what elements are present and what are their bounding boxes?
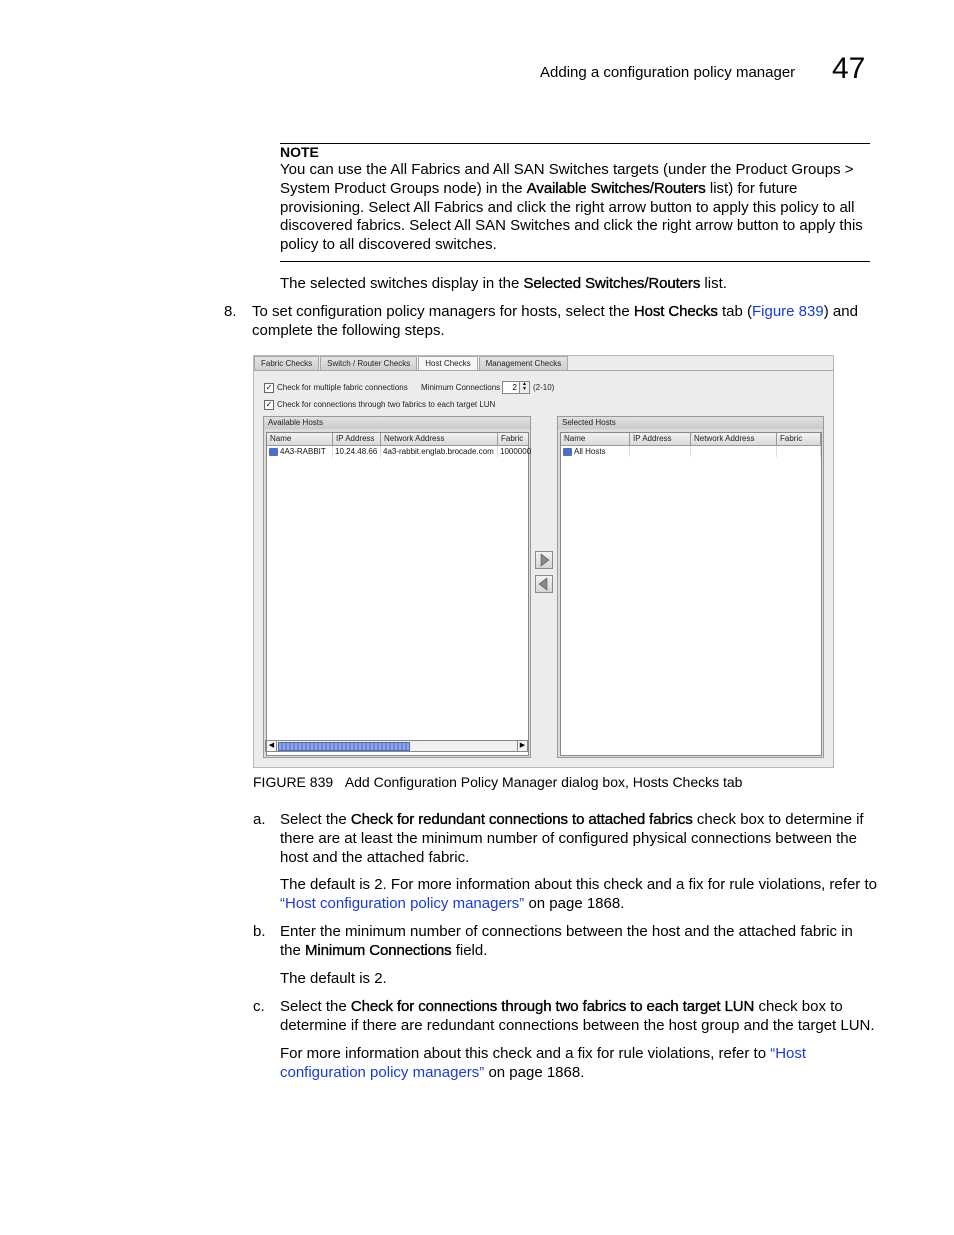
two-fabrics-label: Check for connections through two fabrics to each target LUN [277, 400, 496, 409]
min-connections-spinner[interactable] [502, 381, 530, 394]
note-bottom-rule [280, 261, 870, 262]
step-c-more-info [280, 1045, 880, 1083]
text-span: list. [700, 275, 727, 292]
tab-fabric-checks[interactable]: Fabric Checks [254, 356, 319, 370]
step-line [280, 895, 880, 914]
left-arrow-icon [536, 576, 552, 592]
note-text [280, 161, 870, 255]
column-header-fabric[interactable]: Fabric [777, 433, 821, 445]
note-label: NOTE [280, 144, 319, 160]
tab-management-checks[interactable]: Management Checks [479, 356, 569, 370]
step-line: there are at least the minimum number of configured physical connections between the [280, 829, 857, 847]
table-cell-name[interactable] [267, 446, 333, 457]
step-b-default-text: The default is 2. [280, 970, 387, 987]
table-cell-network[interactable]: 4a3-rabbit.englab.brocade.com [381, 446, 498, 457]
multiple-fabric-checkbox[interactable]: ✓ [265, 383, 273, 392]
selected-switches-paragraph [280, 275, 727, 294]
step-letter: c. [253, 998, 265, 1015]
scroll-right-icon[interactable]: ▶ [517, 740, 528, 752]
figure-caption-text: Add Configuration Policy Manager dialog box, Hosts Checks tab [344, 774, 743, 790]
text-span: To set configuration policy managers for hosts, select the [252, 303, 634, 320]
step-line [280, 1064, 880, 1083]
step-a-text [280, 811, 880, 867]
available-hosts-panel [263, 416, 531, 758]
table-cell-name[interactable] [561, 446, 630, 457]
selected-hosts-table [560, 432, 822, 756]
ui-term: Host Checks [633, 303, 718, 320]
text-span: check box to determine if [692, 811, 864, 828]
min-connections-value: 2 [512, 383, 517, 392]
cross-reference-link[interactable]: configuration policy managers” [280, 1063, 485, 1081]
note-line: You can use the All Fabrics and All SAN Switches targets (under the Product Groups > [280, 161, 854, 178]
ui-term: Check for connections through two fabrics to each target LUN [350, 998, 755, 1015]
right-arrow-icon [536, 552, 552, 568]
table-cell-ip[interactable] [630, 446, 691, 457]
table-cell-fabric[interactable] [777, 446, 821, 457]
text-span: field. [451, 941, 488, 959]
step-a-default-text [280, 876, 880, 914]
ui-term: Available Switches/Routers [526, 179, 706, 197]
note-line [280, 180, 870, 199]
step-letter: a. [253, 811, 266, 828]
min-connections-range: (2-10) [533, 383, 555, 392]
two-fabrics-checkbox[interactable]: ✓ [265, 400, 273, 409]
min-connections-label: Minimum Connections [421, 383, 501, 392]
step-line [252, 303, 872, 322]
column-header-network[interactable]: Network Address [381, 433, 498, 445]
multiple-fabric-label: Check for multiple fabric connections [277, 383, 408, 392]
horizontal-scrollbar[interactable] [265, 740, 529, 752]
note-line: provisioning. Select All Fabrics and click the right arrow button to apply this policy to all [280, 198, 855, 216]
text-span: For more information about this check and a fix for rule violations, refer to [280, 1045, 771, 1062]
column-header-network[interactable]: Network Address [691, 433, 777, 445]
host-group-icon [563, 448, 572, 456]
column-header-fabric[interactable]: Fabric [501, 434, 524, 443]
note-text-span: list) for future [705, 179, 798, 197]
step-line [280, 1045, 880, 1064]
ui-term: Check for redundant connections to attached fabrics [350, 811, 693, 828]
text-span: The selected switches display in the [280, 275, 524, 292]
text-span: ) and [823, 303, 858, 320]
note-line: policy to all discovered switches. [280, 236, 497, 254]
ui-term: Selected Switches/Routers [523, 275, 701, 292]
selected-hosts-title: Selected Hosts [558, 417, 823, 429]
step-c-text [280, 998, 890, 1036]
host-icon [269, 448, 278, 456]
spinner-arrows-icon[interactable]: ▲ ▼ [519, 382, 529, 393]
text-span: on page 1868. [524, 894, 625, 912]
figure-link[interactable]: Figure 839 [752, 303, 824, 320]
step-line [280, 942, 880, 961]
table-header [267, 433, 528, 446]
step-number: 8. [224, 303, 237, 320]
dialog-screenshot [253, 355, 834, 768]
scroll-left-icon[interactable]: ◀ [266, 740, 277, 752]
step-line: The default is 2. For more information about this check and a fix for rule violations, refer to [280, 876, 877, 893]
available-hosts-table [266, 432, 532, 756]
cross-reference-link[interactable]: “Host configuration policy managers” [280, 894, 525, 912]
cross-reference-link[interactable]: “Host [770, 1045, 807, 1062]
step-line [280, 998, 890, 1017]
table-cell-network[interactable] [691, 446, 777, 457]
step-line: determine if there are redundant connections between the host group and the target LUN. [280, 1016, 875, 1034]
step-line [280, 811, 880, 830]
step-8-text [252, 303, 872, 341]
table-cell-fabric[interactable]: 1000000 [500, 447, 532, 456]
host-name: All Hosts [574, 447, 606, 456]
step-letter: b. [253, 923, 266, 940]
step-line: complete the following steps. [252, 321, 445, 339]
column-header-ip[interactable]: IP Address [333, 433, 381, 445]
text-span: Select the [280, 811, 351, 828]
running-header-title: Adding a configuration policy manager [540, 64, 796, 81]
note-text-span: System Product Groups node) in the [280, 179, 527, 197]
text-span: Select the [280, 998, 351, 1015]
move-left-button[interactable] [535, 575, 553, 593]
step-b-text [280, 923, 880, 961]
column-header-name[interactable]: Name [561, 433, 630, 445]
figure-caption [253, 774, 742, 790]
tab-switch-router-checks[interactable]: Switch / Router Checks [320, 356, 417, 370]
table-header [561, 433, 821, 446]
tab-bar [254, 356, 569, 370]
step-line: host and the attached fabric. [280, 848, 470, 866]
text-span: tab ( [717, 303, 752, 320]
table-cell-ip[interactable]: 10.24.48.66 [333, 446, 381, 457]
column-header-ip[interactable]: IP Address [630, 433, 691, 445]
selected-hosts-panel [557, 416, 824, 758]
scrollbar-thumb[interactable] [278, 742, 410, 751]
available-hosts-title: Available Hosts [264, 417, 530, 429]
note-line: discovered fabrics. Select All SAN Switches and click the right arrow button to apply this [280, 217, 863, 235]
ui-term: Minimum Connections [305, 941, 452, 959]
host-name: 4A3-RABBIT [280, 447, 326, 456]
tab-underline [254, 370, 833, 371]
move-right-button[interactable] [535, 551, 553, 569]
tab-host-checks[interactable]: Host Checks [418, 356, 477, 371]
figure-label: FIGURE 839 [253, 774, 334, 790]
text-span: the [280, 941, 306, 959]
note-top-rule [280, 143, 870, 144]
step-line: Enter the minimum number of connections between the host and the attached fabric in [280, 923, 853, 940]
chapter-number: 47 [832, 52, 866, 85]
text-span: check box to [754, 998, 843, 1015]
column-header-name[interactable]: Name [267, 433, 333, 445]
text-span: on page 1868. [484, 1063, 585, 1081]
